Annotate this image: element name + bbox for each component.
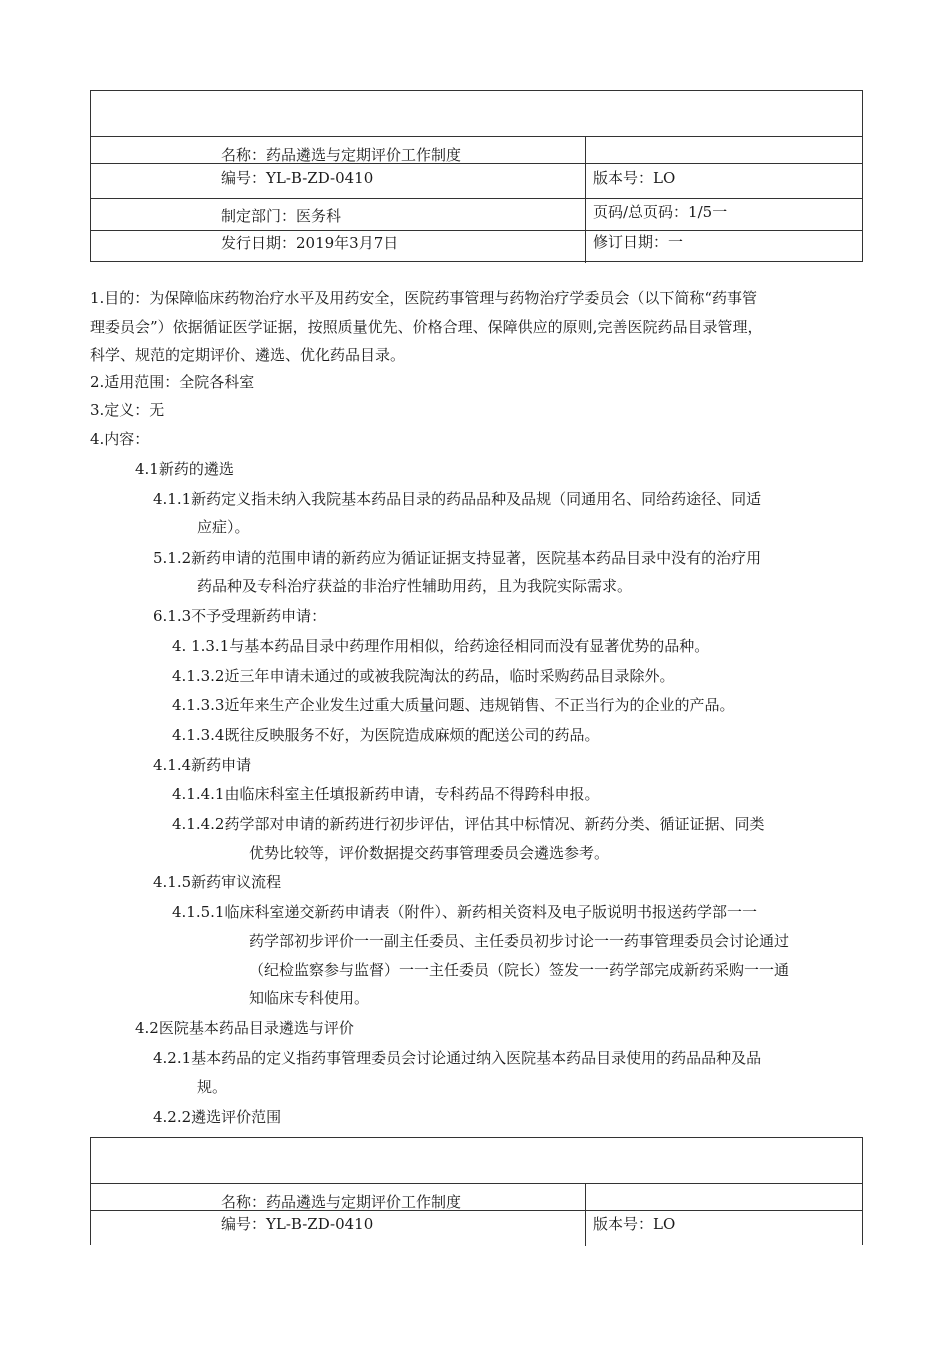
subsection-heading: 4.1.4新药申请 (153, 756, 252, 774)
doc-dept: 制定部门：医务科 (221, 207, 342, 225)
paragraph-line: 4.1.4.1由临床科室主任填报新药申请，专科药品不得跨科申报。 (172, 785, 600, 803)
divider (91, 163, 862, 164)
doc-code: 编号：YL-B-ZD-0410 (221, 169, 374, 187)
header-table-bottom (90, 1137, 863, 1245)
paragraph-line: 6.1.3不予受理新药申请： (153, 607, 327, 625)
paragraph-line: 知临床专科使用。 (249, 989, 370, 1007)
paragraph-line: 4. 1.3.1与基本药品目录中药理作用相似，给药途径相同而没有显著优势的品种。 (172, 637, 710, 655)
subsection-heading: 4.2医院基本药品目录遴选与评价 (135, 1019, 354, 1037)
paragraph-line: 应症）。 (197, 518, 250, 536)
doc-name: 名称：药品遴选与定期评价工作制度 (221, 146, 462, 164)
section-heading: 3.定义：无 (90, 401, 165, 419)
paragraph-line: （纪检监察参与监督）一一主任委员（院长）签发一一药学部完成新药采购一一通 (249, 961, 790, 979)
paragraph-line: 规。 (197, 1078, 228, 1096)
section-heading: 4.内容： (90, 430, 150, 448)
divider (91, 198, 862, 199)
paragraph-line: 4.1.1新药定义指未纳入我院基本药品目录的药品品种及品规（同通用名、同给药途径、同适 (153, 490, 762, 508)
section-heading: 2.适用范围：全院各科室 (90, 373, 255, 391)
paragraph-line: 优势比较等，评价数据提交药事管理委员会遴选参考。 (249, 844, 610, 862)
divider (91, 230, 862, 231)
doc-code: 编号：YL-B-ZD-0410 (221, 1215, 374, 1233)
paragraph-line: 4.1.3.4既往反映服务不好，为医院造成麻烦的配送公司的药品。 (172, 726, 600, 744)
doc-version: 版本号：LO (593, 1215, 676, 1233)
divider (91, 1210, 862, 1211)
paragraph-line: 4.1.5.1临床科室递交新药申请表（附件）、新药相关资料及电子版说明书报送药学部一一 (172, 903, 757, 921)
paragraph-line: 药品种及专科治疗获益的非治疗性辅助用药，且为我院实际需求。 (197, 577, 633, 595)
doc-name: 名称：药品遴选与定期评价工作制度 (221, 1193, 462, 1211)
subsection-heading: 4.2.2遴选评价范围 (153, 1108, 282, 1126)
header-table-top (90, 90, 863, 262)
paragraph-line: 科学、规范的定期评价、遴选、优化药品目录。 (90, 346, 406, 364)
divider (91, 136, 862, 137)
doc-revise-date: 修订日期：一 (593, 233, 684, 251)
paragraph-line: 4.1.3.3近年来生产企业发生过重大质量问题、违规销售、不正当行为的企业的产品。 (172, 696, 735, 714)
doc-page: 页码/总页码：1/5一 (593, 203, 728, 221)
paragraph-line: 5.1.2新药申请的范围申请的新药应为循证证据支持显著，医院基本药品目录中没有的治疗用 (153, 549, 762, 567)
divider (91, 1183, 862, 1184)
paragraph-line: 4.1.3.2近三年申请未通过的或被我院淘汰的药品，临时采购药品目录除外。 (172, 667, 675, 685)
paragraph-line: 药学部初步评价一一副主任委员、主任委员初步讨论一一药事管理委员会讨论通过 (249, 932, 790, 950)
divider (585, 136, 586, 263)
doc-version: 版本号：LO (593, 169, 676, 187)
paragraph-line: 4.1.4.2药学部对申请的新药进行初步评估，评估其中标情况、新药分类、循证证据、同类 (172, 815, 765, 833)
subsection-heading: 4.1新药的遴选 (135, 460, 234, 478)
paragraph-line: 4.2.1基本药品的定义指药事管理委员会讨论通过纳入医院基本药品目录使用的药品品种及品 (153, 1049, 762, 1067)
paragraph-line: 理委员会”）依据循证医学证据，按照质量优先、价格合理、保障供应的原则,完善医院药品目录管理， (90, 318, 763, 336)
divider (585, 1183, 586, 1246)
subsection-heading: 4.1.5新药审议流程 (153, 873, 282, 891)
paragraph-line: 1.目的：为保障临床药物治疗水平及用药安全，医院药事管理与药物治疗学委员会（以下简称“药事管 (90, 289, 757, 307)
doc-issue-date: 发行日期：2019年3月7日 (221, 234, 399, 252)
